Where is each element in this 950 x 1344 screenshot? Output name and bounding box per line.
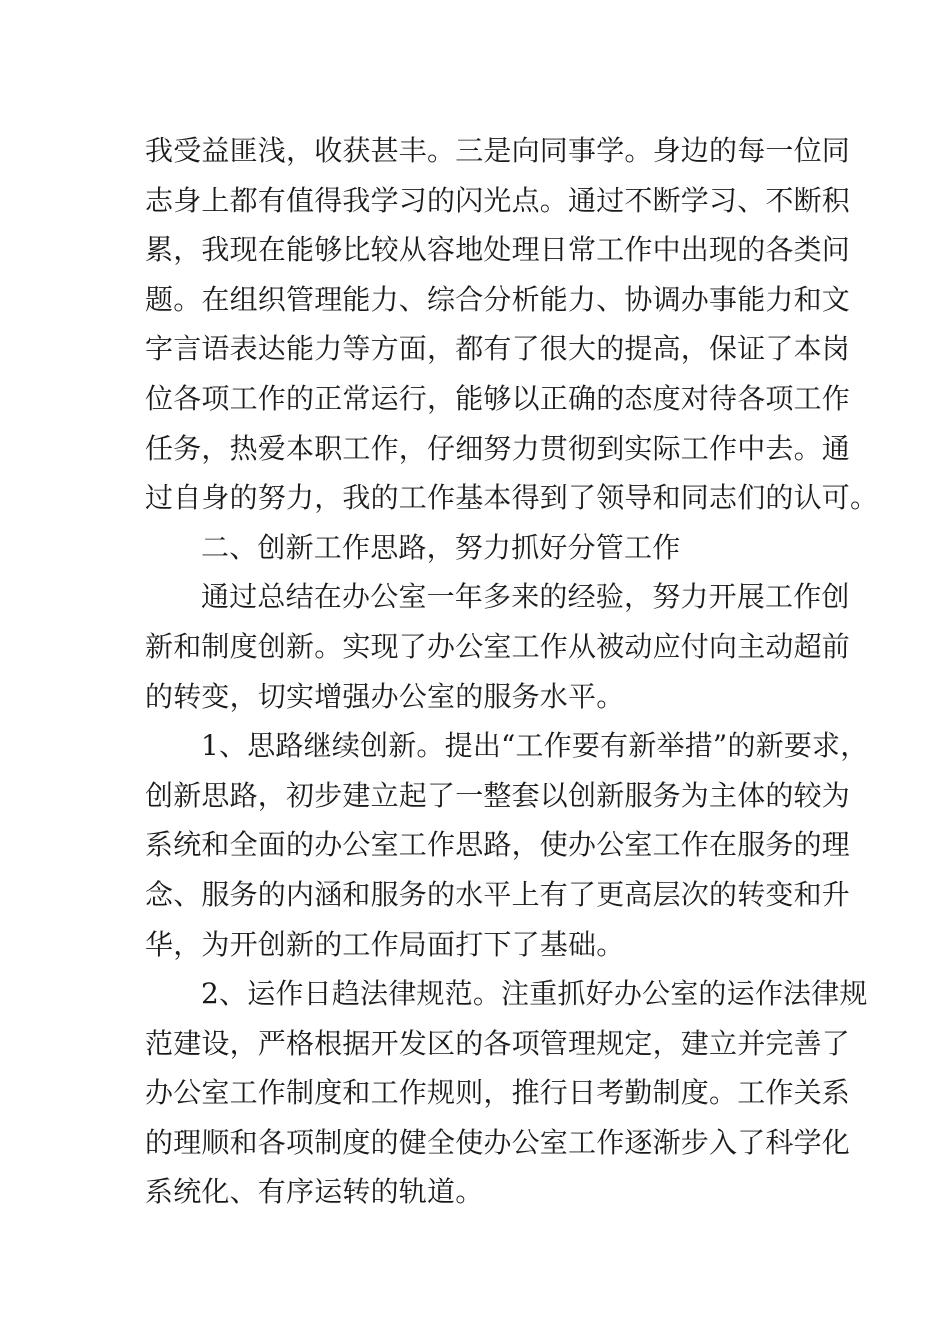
text-line: 1、思路继续创新。提出“工作要有新举措”的新要求，: [201, 729, 869, 763]
text-line: 创新思路，初步建立起了一整套以创新服务为主体的较为: [145, 778, 851, 812]
text-line: 范建设，严格根据开发区的各项管理规定，建立并完善了: [145, 1026, 851, 1060]
section-heading: 二、创新工作思路，努力抓好分管工作: [201, 530, 681, 564]
text-line: 新和制度创新。实现了办公室工作从被动应付向主动超前: [145, 629, 851, 663]
text-line: 字言语表达能力等方面，都有了很大的提高，保证了本岗: [145, 332, 851, 366]
text-line: 我受益匪浅，收获甚丰。三是向同事学。身边的每一位同: [145, 134, 851, 167]
text-line: 过自身的努力，我的工作基本得到了领导和同志们的认可。: [145, 481, 879, 515]
text-line: 系统和全面的办公室工作思路，使办公室工作在服务的理: [145, 828, 851, 862]
text-line: 2、运作日趋法律规范。注重抓好办公室的运作法律规: [201, 977, 868, 1011]
text-line: 位各项工作的正常运行，能够以正确的态度对待各项工作: [145, 381, 851, 415]
text-line: 志身上都有值得我学习的闪光点。通过不断学习、不断积: [145, 183, 851, 217]
text-line: 华，为开创新的工作局面打下了基础。: [145, 927, 625, 961]
text-line: 题。在组织管理能力、综合分析能力、协调办事能力和文: [145, 282, 851, 316]
text-line: 累，我现在能够比较从容地处理日常工作中出现的各类问: [145, 233, 851, 267]
text-line: 办公室工作制度和工作规则，推行日考勤制度。工作关系: [145, 1076, 851, 1110]
text-line: 任务，热爱本职工作，仔细努力贯彻到实际工作中去。通: [145, 431, 851, 465]
text-line: 念、服务的内涵和服务的水平上有了更高层次的转变和升: [145, 877, 851, 911]
document-body: [145, 126, 879, 1217]
text-line: 通过总结在办公室一年多来的经验，努力开展工作创: [201, 580, 850, 614]
text-line: 的理顺和各项制度的健全使办公室工作逐渐步入了科学化: [145, 1125, 851, 1159]
text-line: 系统化、有序运转的轨道。: [145, 1175, 484, 1209]
text-line: 的转变，切实增强办公室的服务水平。: [145, 679, 625, 713]
